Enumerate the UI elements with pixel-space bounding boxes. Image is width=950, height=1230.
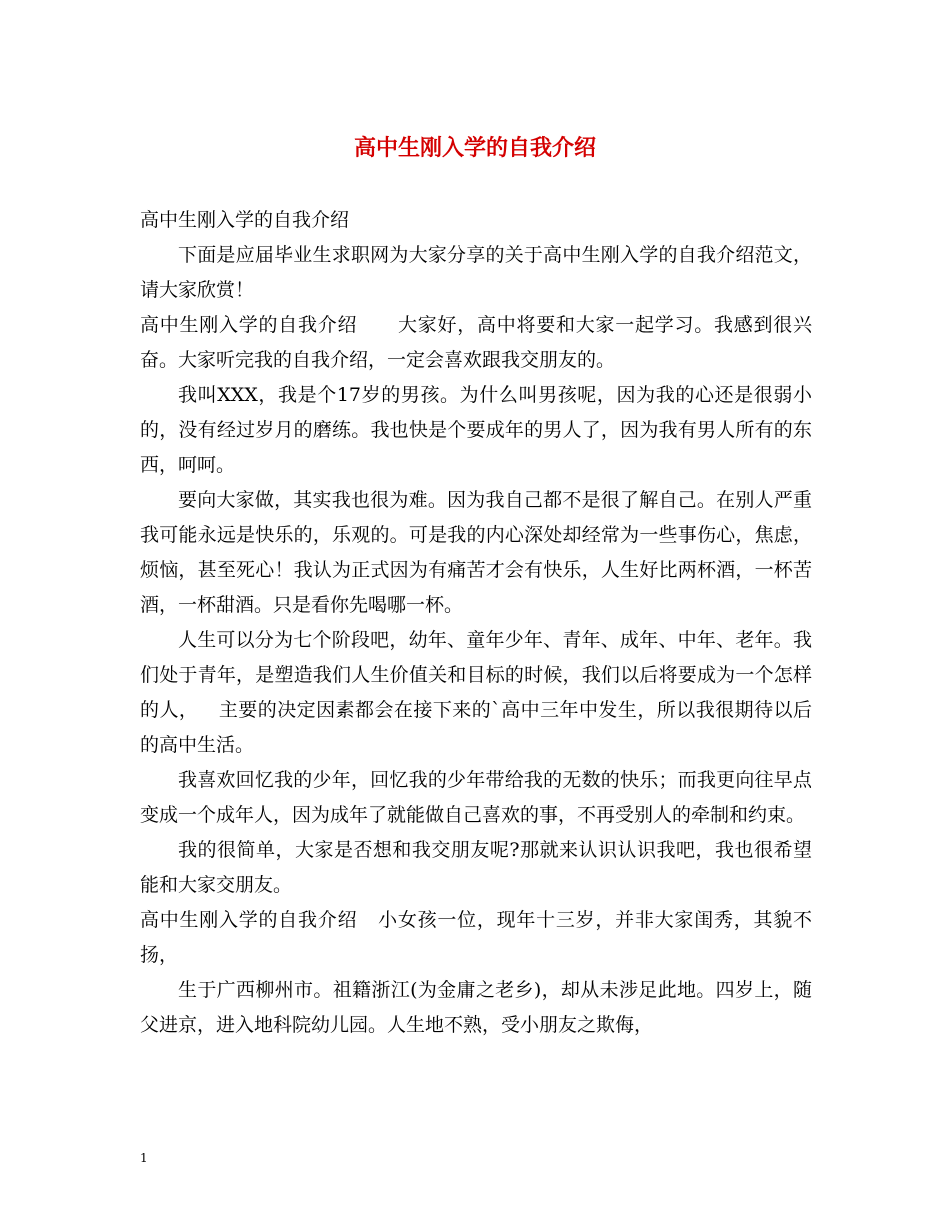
paragraph-text: 主要的决定因素都会在接下来的`高中三年中发生，所以我很期待以后的高中生活。 bbox=[140, 699, 812, 756]
paragraph-text: 人生可以分为七个阶段吧，幼年、童年少年、青年、成年、中年、老年。我们处于青年，是塑造我们人生价值关和目标的时候，我们以后将要成为一个怎样的人， bbox=[140, 629, 812, 721]
paragraph-text: 大家好，高中将要和大家一起学习。我感到很兴奋。大家听完我的自我介绍，一定会喜欢跟我交朋友的。 bbox=[140, 314, 812, 371]
paragraph bbox=[140, 308, 812, 378]
paragraph bbox=[140, 623, 812, 763]
page-number: 1 bbox=[140, 1151, 148, 1165]
intro-paragraph: 下面是应届毕业生求职网为大家分享的关于高中生刚入学的自我介绍范文，请大家欣赏！ bbox=[140, 244, 812, 301]
document-body bbox=[140, 203, 812, 1043]
paragraph: 我叫XXX，我是个17岁的男孩。为什么叫男孩呢，因为我的心还是很弱小的，没有经过岁月的磨练。我也快是个要成年的男人了，因为我有男人所有的东西，呵呵。 bbox=[140, 384, 812, 476]
paragraph-text: 小女孩一位，现年十三岁，并非大家闺秀，其貌不扬， bbox=[140, 909, 812, 966]
section-heading-inline: 高中生刚入学的自我介绍 bbox=[140, 909, 358, 931]
paragraph bbox=[140, 903, 812, 973]
paragraph: 生于广西柳州市。祖籍浙江(为金庸之老乡)，却从未涉足此地。四岁上，随父进京，进入地科院幼儿园。人生地不熟，受小朋友之欺侮， bbox=[140, 979, 812, 1036]
section-heading: 高中生刚入学的自我介绍 bbox=[140, 209, 350, 231]
paragraph: 要向大家做，其实我也很为难。因为我自己都不是很了解自己。在别人严重我可能永远是快乐的，乐观的。可是我的内心深处却经常为一些事伤心，焦虑，烦恼，甚至死心！我认为正式因为有痛苦才会有快乐，人生好比两杯酒，一杯苦酒，一杯甜酒。只是看你先喝哪一杯。 bbox=[140, 489, 812, 616]
section-heading-inline: 高中生刚入学的自我介绍 bbox=[140, 314, 358, 336]
document-title: 高中生刚入学的自我介绍 bbox=[353, 135, 596, 161]
paragraph: 我喜欢回忆我的少年，回忆我的少年带给我的无数的快乐；而我更向往早点变成一个成年人，因为成年了就能做自己喜欢的事，不再受别人的牵制和约束。 bbox=[140, 769, 812, 826]
paragraph: 我的很简单，大家是否想和我交朋友呢?那就来认识认识我吧，我也很希望能和大家交朋友。 bbox=[140, 839, 812, 896]
